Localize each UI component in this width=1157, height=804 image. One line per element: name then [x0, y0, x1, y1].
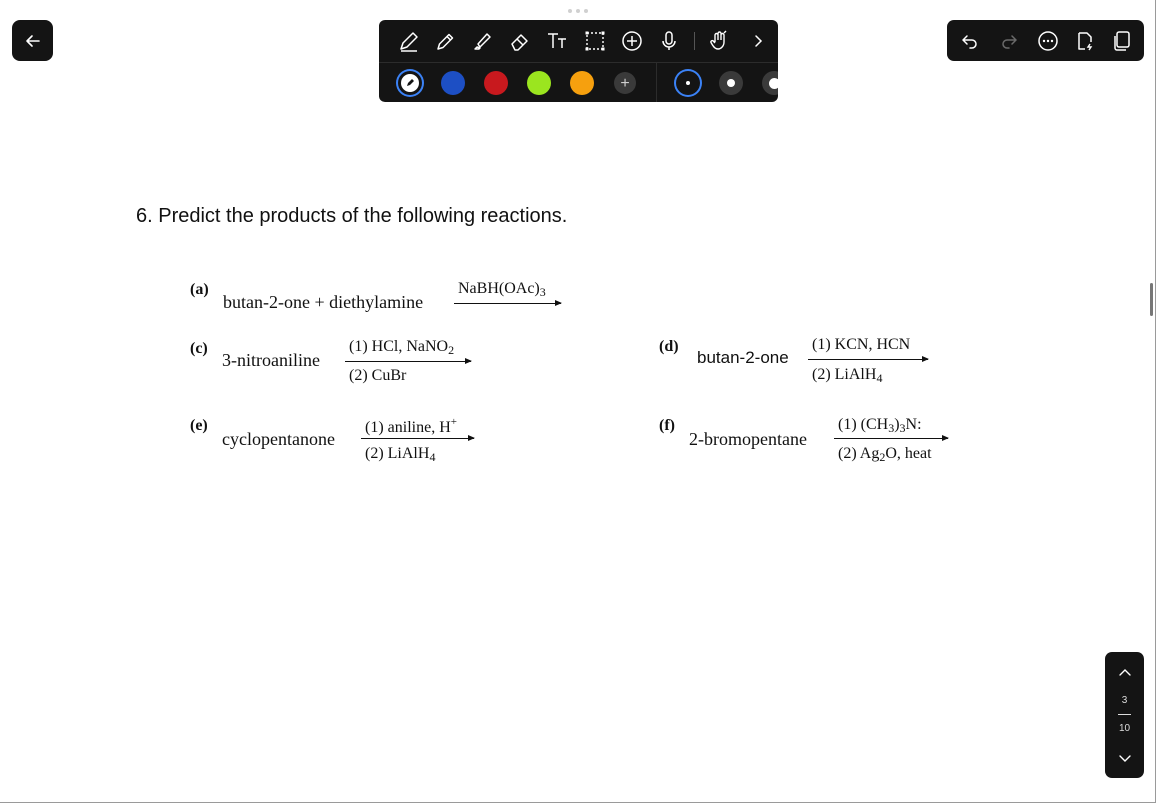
reagent-above: $NaBH(OAc)_3$: [458, 280, 546, 299]
reaction-arrow: [834, 438, 948, 439]
reagent-above: (1) HCl, NaNO$_2$: [349, 338, 455, 357]
page-navigator: [1105, 652, 1144, 778]
tool-row: [379, 20, 778, 62]
add-color-button[interactable]: +: [614, 72, 636, 94]
reaction-arrow: [808, 359, 928, 360]
drawing-toolbar: [379, 20, 778, 102]
next-page-button[interactable]: [1112, 748, 1137, 768]
color-swatch-green[interactable]: [527, 71, 551, 95]
pen-small-icon: [405, 78, 415, 88]
microphone-icon[interactable]: [656, 28, 682, 54]
lasso-select-icon[interactable]: [582, 28, 608, 54]
reaction-label: (c): [190, 340, 208, 357]
total-pages-number: 10: [1118, 723, 1131, 734]
reagent-below: (2) LiAlH$_4$: [365, 445, 436, 464]
chevron-up-icon: [1118, 668, 1132, 678]
color-size-divider: [656, 63, 657, 102]
vertical-scrollbar[interactable]: [1150, 283, 1153, 316]
text-tool-icon[interactable]: [544, 28, 570, 54]
question-heading: 6. Predict the products of the following reactions.: [136, 205, 568, 227]
toolbar-separator: [694, 32, 695, 50]
reaction-arrow: [454, 303, 561, 304]
page-fraction-bar: [1118, 714, 1131, 715]
reaction-label: (e): [190, 417, 208, 434]
color-swatch-red[interactable]: [484, 71, 508, 95]
reaction-arrow: [345, 361, 471, 362]
reactant-text: butan-2-one + diethylamine: [223, 292, 424, 312]
redo-icon[interactable]: [996, 28, 1022, 54]
reactant-text: 2-bromopentane: [689, 429, 807, 449]
export-icon[interactable]: [1072, 28, 1098, 54]
add-element-icon[interactable]: [619, 28, 645, 54]
pen-tool-icon[interactable]: [396, 28, 422, 54]
reaction-label: (d): [659, 338, 679, 355]
reactant-text: 3-nitroaniline: [222, 350, 320, 370]
selected-pen-indicator: [401, 74, 419, 92]
toolbar-drag-handle[interactable]: [568, 9, 588, 13]
chevron-down-icon: [1118, 753, 1132, 763]
reaction-arrow: [361, 438, 474, 439]
document-actions-bar: [947, 20, 1144, 61]
reagent-below: (2) $Ag_2O$, heat: [838, 445, 932, 464]
more-tools-chevron-icon[interactable]: [745, 28, 771, 54]
stroke-size-medium[interactable]: [719, 71, 743, 95]
reagent-above: (1) $(CH_3)_3N$:: [838, 416, 922, 435]
color-swatch-orange[interactable]: [570, 71, 594, 95]
color-swatch-blue[interactable]: [441, 71, 465, 95]
back-button[interactable]: [12, 20, 53, 61]
reagent-below: (2) LiAlH$_4$: [812, 366, 883, 385]
color-row: [379, 63, 778, 102]
arrow-left-icon: [23, 31, 43, 51]
undo-icon[interactable]: [957, 28, 983, 54]
stroke-size-small-selected[interactable]: [676, 71, 700, 95]
color-swatch-black-selected[interactable]: [398, 71, 422, 95]
reagent-above: (1) KCN, HCN: [812, 336, 911, 353]
reagent-above: (1) aniline, H+: [365, 416, 457, 436]
pencil-icon[interactable]: [433, 28, 459, 54]
reactant-text: cyclopentanone: [222, 429, 335, 449]
reagent-below: (2) CuBr: [349, 367, 407, 384]
current-page-number: 3: [1121, 695, 1128, 706]
reaction-label: (f): [659, 417, 675, 434]
previous-page-button[interactable]: [1112, 663, 1137, 683]
hand-touch-icon[interactable]: [706, 28, 732, 54]
reaction-label: (a): [190, 281, 209, 298]
stroke-size-large[interactable]: [762, 71, 778, 95]
reactant-text: butan-2-one: [697, 348, 789, 367]
highlighter-icon[interactable]: [470, 28, 496, 54]
more-options-icon[interactable]: [1035, 28, 1061, 54]
eraser-icon[interactable]: [507, 28, 533, 54]
pages-icon[interactable]: [1109, 28, 1135, 54]
